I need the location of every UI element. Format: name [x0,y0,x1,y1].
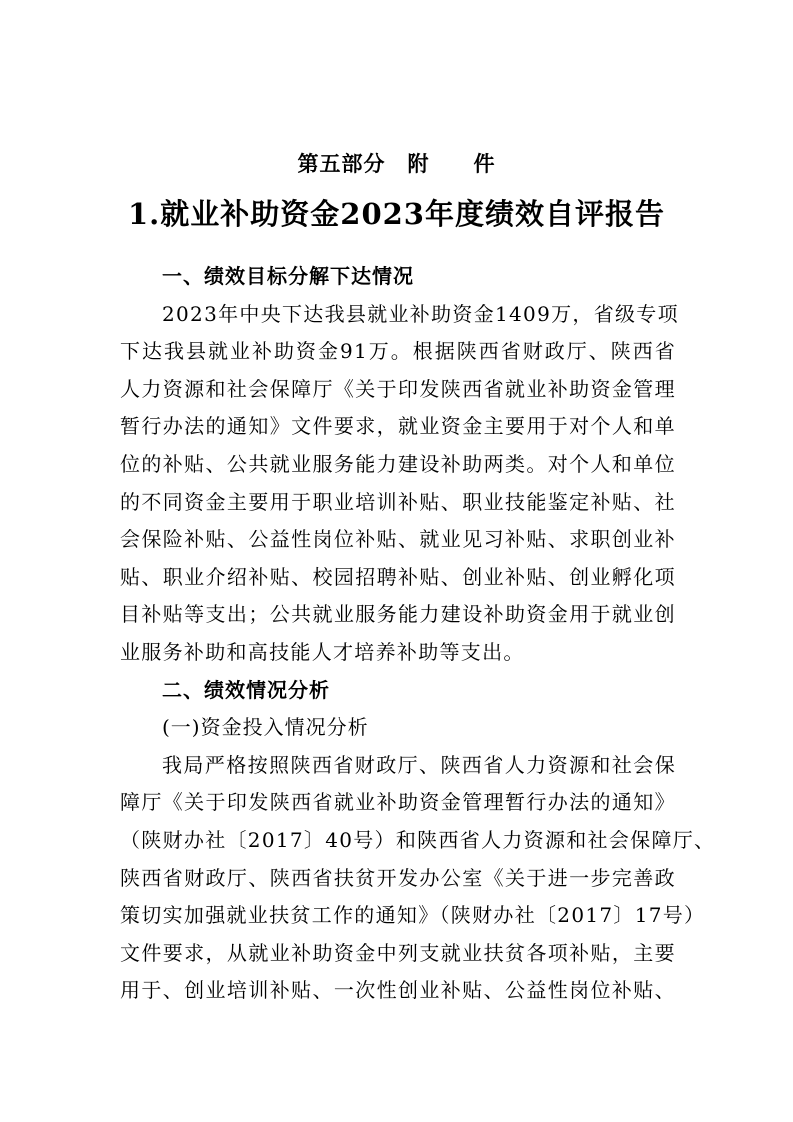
paragraph-line: 位的补贴、公共就业服务能力建设补助两类。对个人和单位 [120,451,676,476]
document-body [120,258,716,1010]
paragraph-line: 的不同资金主要用于职业培训补贴、职业技能鉴定补贴、社 [120,489,676,514]
paragraph-line: （陕财办社〔2017〕40号）和陕西省人力资源和社会保障厅、 [120,827,716,852]
paragraph-line: 障厅《关于印发陕西省就业补助资金管理暂行办法的通知》 [120,790,676,815]
part-title: 第五部分 附 件 [297,151,496,176]
paragraph-line: 下达我县就业补助资金91万。根据陕西省财政厅、陕西省 [120,339,676,364]
section-heading-2: 二、绩效情况分析 [162,677,330,702]
paragraph-line: 目补贴等支出；公共就业服务能力建设补助资金用于就业创 [120,602,676,627]
section-heading-1: 一、绩效目标分解下达情况 [162,264,414,288]
section-1-paragraph [120,296,679,672]
paragraph-line: 人力资源和社会保障厅《关于印发陕西省就业补助资金管理 [120,376,676,401]
paragraph-line: 策切实加强就业扶贫工作的通知》（陕财办社〔2017〕17号） [120,903,706,928]
paragraph-line: 我局严格按照陕西省财政厅、陕西省人力资源和社会保 [162,752,676,777]
paragraph-line: 文件要求，从就业补助资金中列支就业扶贫各项补贴，主要 [120,940,676,965]
paragraph-line: 业服务补助和高技能人才培养补助等支出。 [120,639,525,664]
paragraph-line: 2023年中央下达我县就业补助资金1409万，省级专项 [162,301,679,326]
paragraph-line: 会保险补贴、公益性岗位补贴、就业见习补贴、求职创业补 [120,527,676,552]
paragraph-line: 暂行办法的通知》文件要求，就业资金主要用于对个人和单 [120,414,676,439]
paragraph-line: 用于、创业培训补贴、一次性创业补贴、公益性岗位补贴、 [120,978,676,1003]
report-title: 1.就业补助资金2023年度绩效自评报告 [128,197,665,231]
paragraph-line: 贴、职业介绍补贴、校园招聘补贴、创业补贴、创业孵化项 [120,564,676,589]
paragraph-line: 陕西省财政厅、陕西省扶贫开发办公室《关于进一步完善政 [120,865,676,890]
subsection-heading-1: (一)资金投入情况分析 [162,715,369,740]
section-2-paragraph [120,747,716,1010]
